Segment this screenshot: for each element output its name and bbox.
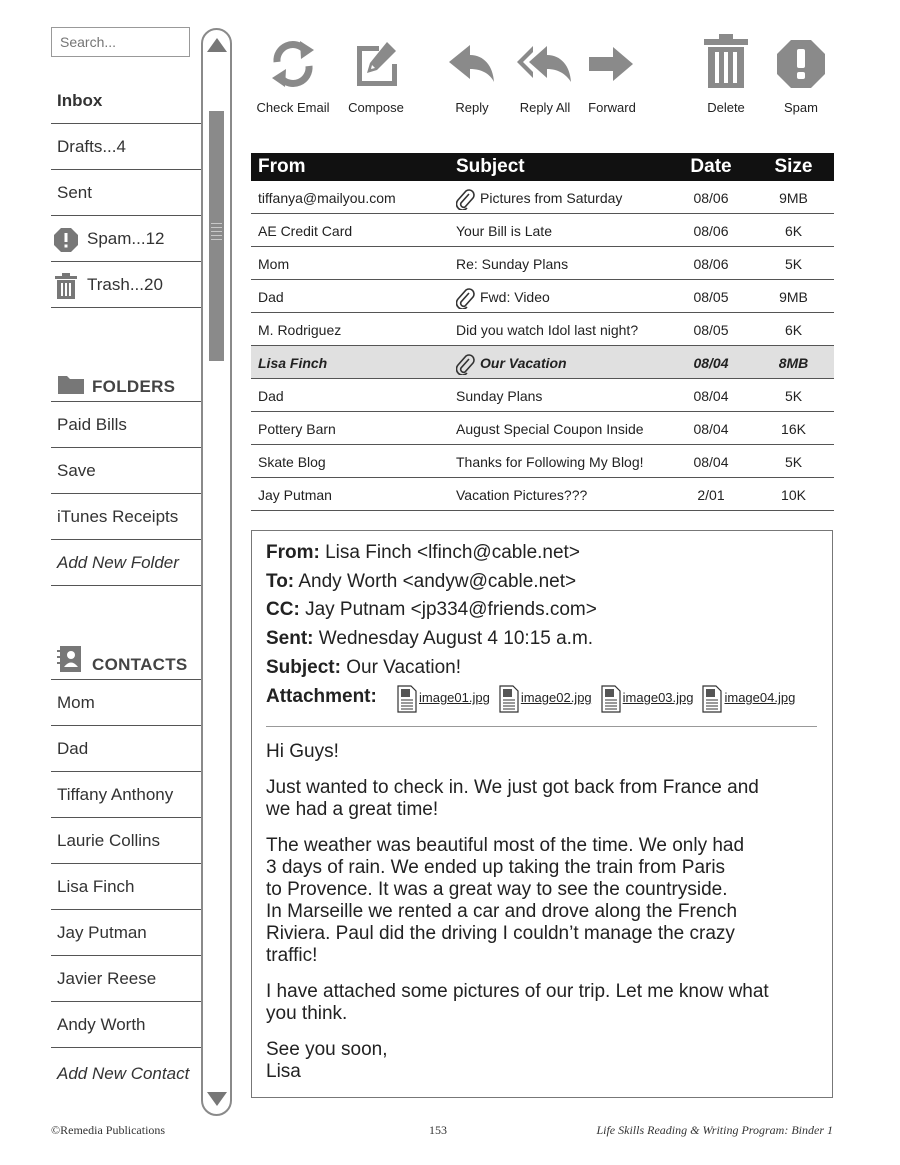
folders-heading (51, 368, 202, 402)
contact-name: Andy Worth (57, 1015, 146, 1034)
message-list (251, 153, 834, 511)
contact-item[interactable] (51, 680, 202, 726)
row-date: 08/04 (693, 421, 729, 437)
contact-item[interactable] (51, 910, 202, 956)
sidebar-item-label: Trash...20 (87, 275, 163, 294)
scroll-up-arrow-icon[interactable] (207, 38, 227, 52)
contact-item[interactable] (51, 726, 202, 772)
row-size: 5K (784, 454, 803, 470)
search-input[interactable] (51, 27, 190, 57)
paperclip-icon (456, 188, 476, 210)
compose-button[interactable] (331, 38, 421, 120)
message-attachment-line (266, 686, 377, 708)
contact-item[interactable] (51, 772, 202, 818)
folder-item-label: Save (57, 461, 96, 480)
sidebar-scrollbar[interactable] (201, 28, 232, 1116)
sidebar-item-label: Sent (57, 183, 92, 202)
message-from-line (266, 542, 580, 564)
contact-item[interactable] (51, 956, 202, 1002)
row-from: Skate Blog (258, 454, 326, 470)
table-row[interactable] (251, 445, 834, 478)
row-size: 16K (781, 421, 806, 437)
row-size: 5K (784, 388, 803, 404)
paperclip-icon (456, 287, 476, 309)
sent-value: Wednesday August 4 10:15 a.m. (318, 628, 594, 649)
sent-label: Sent: (266, 628, 314, 649)
add-folder-button[interactable] (51, 540, 202, 586)
row-subject: Pictures from Saturday (480, 190, 623, 206)
attachment-filename: image02.jpg (520, 690, 592, 705)
sidebar-item-inbox[interactable] (51, 78, 202, 124)
row-subject: Our Vacation (480, 355, 567, 371)
spam-button[interactable] (756, 38, 846, 120)
contacts-heading-label: CONTACTS (92, 655, 188, 674)
attachment-list (397, 685, 795, 713)
trash-icon (700, 34, 752, 90)
row-from: tiffanya@mailyou.com (258, 190, 396, 206)
sidebar-item-sent[interactable] (51, 170, 202, 216)
attachment-filename: image03.jpg (622, 690, 694, 705)
row-size: 6K (784, 223, 803, 239)
from-value: Lisa Finch <lfinch@cable.net> (325, 542, 580, 563)
to-value: Andy Worth <andyw@cable.net> (298, 571, 577, 592)
row-size: 9MB (779, 190, 808, 206)
scroll-down-arrow-icon[interactable] (207, 1092, 227, 1106)
cc-label: CC: (266, 599, 300, 620)
table-row[interactable] (251, 412, 834, 445)
grip-line (211, 227, 222, 228)
folder-item[interactable] (51, 494, 202, 540)
compose-label: Compose (348, 100, 404, 115)
sidebar-item-drafts[interactable] (51, 124, 202, 170)
message-list-header (251, 153, 834, 181)
row-date: 08/06 (693, 223, 729, 239)
reply-all-icon (515, 38, 575, 90)
cc-value: Jay Putnam <jp334@friends.com> (305, 599, 597, 620)
table-row[interactable] (251, 280, 834, 313)
table-row[interactable] (251, 247, 834, 280)
column-header-size[interactable]: Size (774, 156, 813, 177)
row-subject: Your Bill is Late (456, 223, 552, 239)
header-divider (266, 726, 817, 727)
address-book-icon (57, 645, 83, 673)
message-subject-line (266, 657, 461, 679)
contact-name: Javier Reese (57, 969, 157, 988)
column-header-from[interactable]: From (258, 156, 306, 177)
attachment-link[interactable] (397, 685, 490, 713)
row-from: Dad (258, 388, 284, 404)
message-sent-line (266, 628, 593, 650)
check-email-button[interactable] (248, 38, 338, 120)
table-row[interactable] (251, 181, 834, 214)
folder-icon (57, 373, 85, 395)
row-date: 08/04 (693, 355, 729, 371)
row-date: 08/04 (693, 454, 729, 470)
table-row[interactable] (251, 478, 834, 511)
table-row-selected[interactable] (251, 346, 834, 379)
sidebar-item-trash[interactable] (51, 262, 202, 308)
grip-line (211, 223, 222, 224)
contact-item[interactable] (51, 864, 202, 910)
body-paragraph: I have attached some pictures of our trip. Let me know what you think. (266, 981, 769, 1024)
forward-label: Forward (588, 100, 636, 115)
row-from: Jay Putman (258, 487, 332, 503)
contact-name: Lisa Finch (57, 877, 135, 896)
image-file-icon (397, 685, 417, 713)
row-size: 5K (784, 256, 803, 272)
row-from: AE Credit Card (258, 223, 353, 239)
row-subject: Thanks for Following My Blog! (456, 454, 644, 470)
row-date: 08/04 (693, 388, 729, 404)
row-subject: Vacation Pictures??? (456, 487, 588, 503)
scrollbar-thumb[interactable] (209, 111, 224, 361)
reply-label: Reply (455, 100, 489, 115)
row-subject: Sunday Plans (456, 388, 543, 404)
reply-icon (446, 38, 498, 90)
add-contact-button[interactable] (51, 1050, 202, 1096)
add-contact-label: Add New Contact (57, 1064, 190, 1083)
folder-item-label: iTunes Receipts (57, 507, 179, 526)
row-date: 08/06 (693, 256, 729, 272)
row-from: M. Rodriguez (258, 322, 342, 338)
spam-icon (775, 38, 827, 90)
attachment-link[interactable] (702, 685, 795, 713)
trash-icon (53, 273, 79, 299)
row-date: 08/06 (693, 190, 729, 206)
row-subject: August Special Coupon Inside (456, 421, 644, 437)
attachment-label: Attachment: (266, 686, 377, 707)
forward-arrow-icon (586, 38, 638, 90)
subject-label: Subject: (266, 657, 341, 678)
delete-label: Delete (707, 100, 745, 115)
contact-name: Dad (57, 739, 89, 758)
image-file-icon (702, 685, 722, 713)
grip-line (211, 239, 222, 240)
contact-name: Laurie Collins (57, 831, 160, 850)
refresh-icon (267, 38, 319, 90)
to-label: To: (266, 571, 295, 592)
table-row[interactable] (251, 379, 834, 412)
folders-heading-label: FOLDERS (92, 377, 176, 396)
body-paragraph: Hi Guys! (266, 741, 339, 762)
contact-name: Tiffany Anthony (57, 785, 174, 804)
row-date: 08/05 (693, 289, 729, 305)
spam-label: Spam (784, 100, 818, 115)
contact-name: Jay Putman (57, 923, 147, 942)
body-paragraph: Just wanted to check in. We just got back from France and we had a great time! (266, 777, 759, 820)
folder-item[interactable] (51, 448, 202, 494)
image-file-icon (601, 685, 621, 713)
attachment-link[interactable] (601, 685, 694, 713)
row-from: Lisa Finch (258, 355, 328, 371)
row-from: Mom (258, 256, 290, 272)
message-to-line (266, 571, 576, 593)
row-subject: Re: Sunday Plans (456, 256, 569, 272)
row-size: 6K (784, 322, 803, 338)
message-body (266, 741, 821, 1097)
footer-page-number: 153 (429, 1123, 447, 1137)
attachment-link[interactable] (499, 685, 592, 713)
row-size: 9MB (779, 289, 808, 305)
forward-button[interactable] (567, 38, 657, 120)
table-row[interactable] (251, 214, 834, 247)
row-size: 8MB (778, 355, 809, 371)
sidebar-item-spam[interactable] (51, 216, 202, 262)
row-date: 2/01 (697, 487, 725, 503)
folder-item-label: Paid Bills (57, 415, 127, 434)
grip-line (211, 235, 222, 236)
image-file-icon (499, 685, 519, 713)
attachment-filename: image01.jpg (419, 690, 490, 705)
grip-line (211, 231, 222, 232)
body-paragraph: See you soon, Lisa (266, 1039, 388, 1082)
subject-value: Our Vacation! (346, 657, 461, 678)
row-subject: Fwd: Video (480, 289, 550, 305)
row-subject: Did you watch Idol last night? (456, 322, 639, 338)
message-reading-pane (251, 530, 833, 1098)
row-date: 08/05 (693, 322, 729, 338)
contacts-heading (51, 646, 202, 680)
contact-name: Mom (57, 693, 95, 712)
attachment-filename: image04.jpg (724, 690, 796, 705)
paperclip-icon (456, 353, 476, 375)
add-folder-label: Add New Folder (57, 553, 179, 572)
contact-item[interactable] (51, 818, 202, 864)
check-email-label: Check Email (256, 100, 330, 115)
footer-copyright: ©Remedia Publications (51, 1123, 166, 1137)
spam-icon (53, 227, 79, 253)
table-row[interactable] (251, 313, 834, 346)
footer-title: Life Skills Reading & Writing Program: Binder 1 (596, 1123, 833, 1137)
row-from: Pottery Barn (258, 421, 336, 437)
row-size: 10K (781, 487, 806, 503)
body-paragraph: The weather was beautiful most of the time. We only had 3 days of rain. We ended up taking the train from Paris to Provence. It was a great way to see the countryside. In Marseille we rented a car and drove along the French Riviera. Paul did the driving I couldn’t manage the crazy traffic! (266, 835, 745, 966)
compose-icon (350, 38, 402, 90)
reply-all-label: Reply All (519, 100, 571, 115)
sidebar-item-label: Drafts...4 (57, 137, 126, 156)
sidebar-item-label: Inbox (57, 91, 103, 110)
from-label: From: (266, 542, 320, 563)
message-cc-line (266, 599, 597, 621)
contact-item[interactable] (51, 1002, 202, 1048)
folder-item[interactable] (51, 402, 202, 448)
sidebar-item-label: Spam...12 (87, 229, 165, 248)
column-header-date[interactable]: Date (690, 156, 732, 177)
row-from: Dad (258, 289, 284, 305)
column-header-subject[interactable]: Subject (456, 156, 525, 177)
